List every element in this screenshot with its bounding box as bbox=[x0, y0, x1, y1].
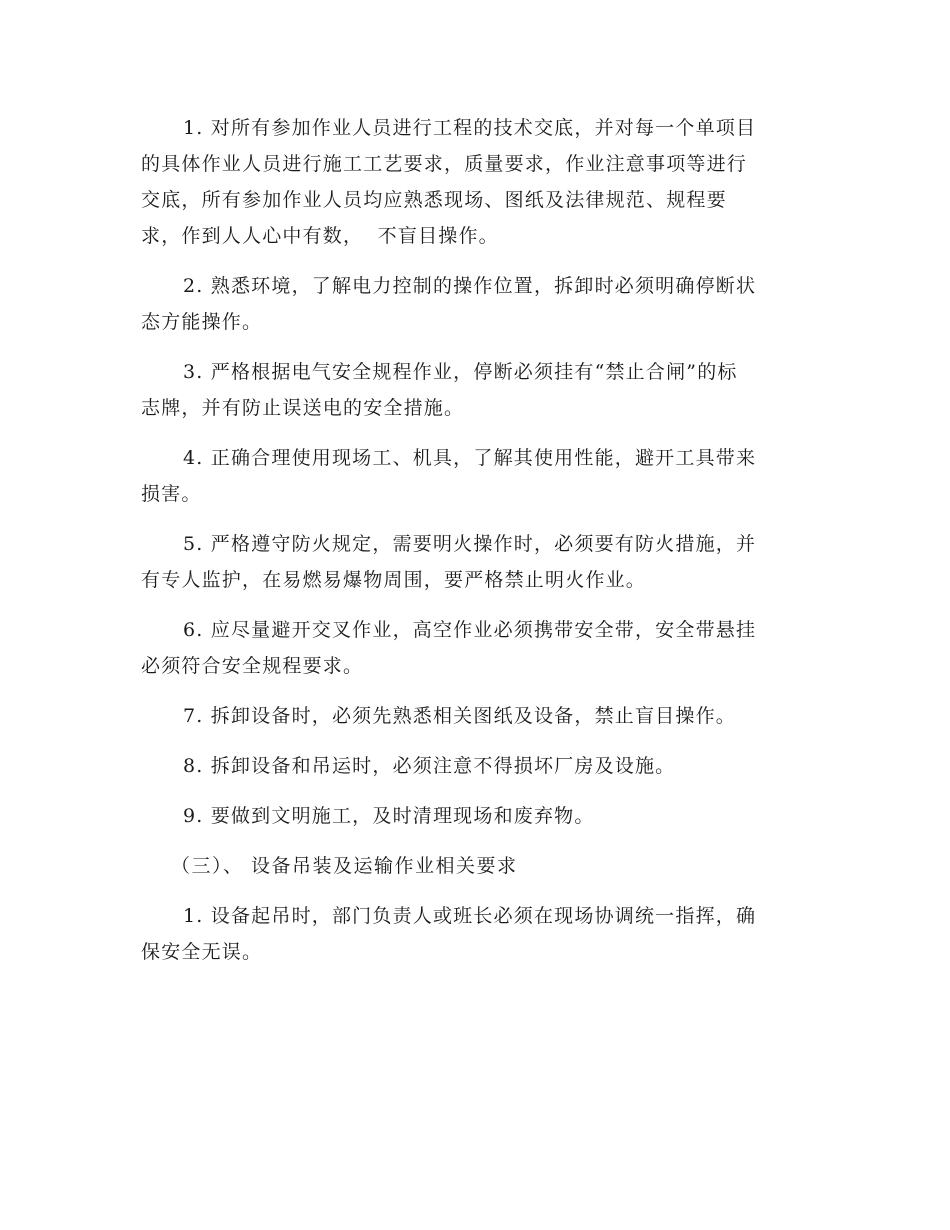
document-page bbox=[141, 110, 809, 984]
paragraph-line: 损害。 bbox=[141, 483, 202, 505]
paragraph-line: 保安全无误。 bbox=[141, 941, 263, 963]
paragraph-line: 4. 正确合理使用现场工、机具，了解其使用性能，避开工具带来 bbox=[183, 447, 757, 469]
paragraph-5 bbox=[141, 526, 809, 598]
paragraph-8 bbox=[141, 748, 809, 784]
paragraph-7 bbox=[141, 698, 809, 734]
paragraph-1 bbox=[141, 110, 809, 254]
paragraph-line: 有专人监护，在易燃易爆物周围，要严格禁止明火作业。 bbox=[141, 569, 647, 591]
paragraph-line: 9. 要做到文明施工，及时清理现场和废弃物。 bbox=[183, 805, 595, 827]
paragraph-line: 1. 对所有参加作业人员进行工程的技术交底，并对每一个单项目 bbox=[183, 117, 757, 139]
paragraph-line: 2. 熟悉环境，了解电力控制的操作位置，拆卸时必须明确停断状 bbox=[183, 275, 757, 297]
paragraph-9 bbox=[141, 798, 809, 834]
paragraph-line: 7. 拆卸设备时，必须先熟悉相关图纸及设备，禁止盲目操作。 bbox=[183, 705, 736, 727]
section-heading bbox=[141, 848, 809, 884]
paragraph-line: 态方能操作。 bbox=[141, 311, 263, 333]
paragraph-line: 5. 严格遵守防火规定，需要明火操作时，必须要有防火措施，并 bbox=[183, 533, 757, 555]
paragraph-10 bbox=[141, 898, 809, 970]
paragraph-line: 6. 应尽量避开交叉作业，高空作业必须携带安全带，安全带悬挂 bbox=[183, 619, 757, 641]
paragraph-line: 3. 严格根据电气安全规程作业，停断必须挂有“禁止合闸”的标 bbox=[183, 361, 738, 383]
paragraph-4 bbox=[141, 440, 809, 512]
paragraph-line: 求，作到人人心中有数， 不盲目操作。 bbox=[141, 225, 499, 247]
paragraph-3 bbox=[141, 354, 809, 426]
paragraph-2 bbox=[141, 268, 809, 340]
paragraph-line: 必须符合安全规程要求。 bbox=[141, 655, 364, 677]
heading-line: （三）、 设备吊装及运输作业相关要求 bbox=[171, 855, 518, 877]
paragraph-line: 1. 设备起吊时，部门负责人或班长必须在现场协调统一指挥，确 bbox=[183, 905, 757, 927]
paragraph-6 bbox=[141, 612, 809, 684]
paragraph-line: 志牌，并有防止误送电的安全措施。 bbox=[141, 397, 465, 419]
paragraph-line: 的具体作业人员进行施工工艺要求，质量要求，作业注意事项等进行 bbox=[141, 153, 748, 175]
paragraph-line: 交底，所有参加作业人员均应熟悉现场、图纸及法律规范、规程要 bbox=[141, 189, 727, 211]
paragraph-line: 8. 拆卸设备和吊运时，必须注意不得损坏厂房及设施。 bbox=[183, 755, 676, 777]
